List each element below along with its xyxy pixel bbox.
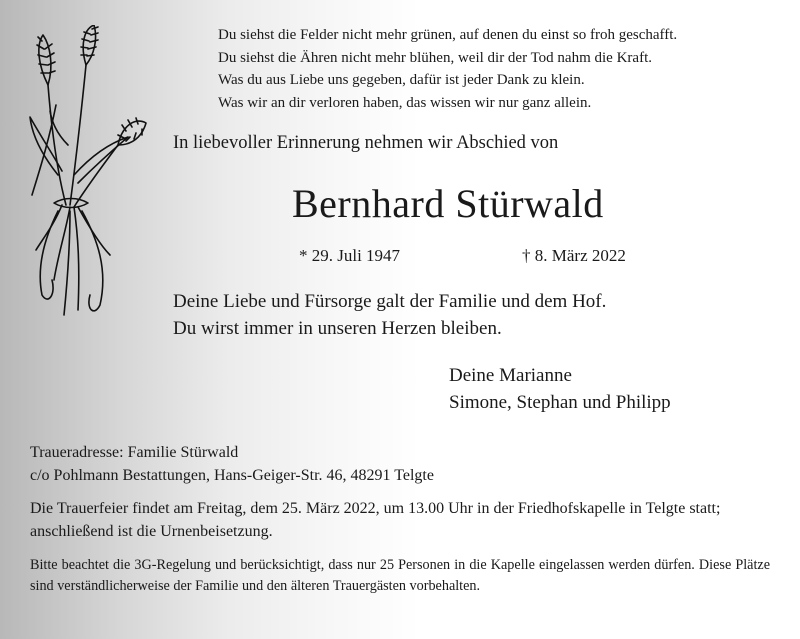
- address-line: c/o Pohlmann Bestattungen, Hans-Geiger-Str. 46, 48291 Telgte: [30, 467, 434, 484]
- poem: [218, 24, 677, 114]
- poem-line: Du siehst die Felder nicht mehr grünen, auf denen du einst so froh geschafft.: [218, 27, 678, 43]
- signature-line: Deine Marianne: [449, 365, 572, 386]
- poem-line: Du siehst die Ähren nicht mehr blühen, weil dir der Tod nahm die Kraft.: [218, 49, 652, 66]
- poem-line: Was du aus Liebe uns gegeben, dafür ist jeder Dank zu klein.: [218, 72, 585, 88]
- deceased-name: Bernhard Stürwald: [292, 181, 604, 226]
- address-line: Traueradresse: Familie Stürwald: [30, 444, 239, 461]
- intro-text: In liebevoller Erinnerung nehmen wir Abschied von: [173, 133, 559, 153]
- funeral-service-info: Die Trauerfeier findet am Freitag, dem 25. März 2022, um 13.00 Uhr in der Friedhofskapelle in Telgte statt; anschließend ist die Urnenbeisetzung.: [30, 500, 721, 540]
- mourning-address: [30, 441, 434, 487]
- wheat-sheaf-icon: [18, 25, 168, 330]
- message-line: Du wirst immer in unseren Herzen bleiben.: [173, 318, 502, 339]
- family-signature: [449, 362, 671, 416]
- birth-date: * 29. Juli 1947: [299, 246, 401, 265]
- poem-line: Was wir an dir verloren haben, das wissen wir nur ganz allein.: [218, 94, 592, 111]
- death-date: † 8. März 2022: [522, 246, 626, 265]
- message-line: Deine Liebe und Fürsorge galt der Familie und dem Hof.: [173, 291, 607, 312]
- farewell-message: [173, 288, 606, 342]
- signature-line: Simone, Stephan und Philipp: [449, 392, 671, 413]
- covid-notice: Bitte beachtet die 3G-Regelung und berücksichtigt, dass nur 25 Personen in die Kapelle eingelassen werden dürfen. Diese Plätze sind verständlicherweise der Familie und den älteren Trauergästen vorbehalten.: [30, 557, 770, 594]
